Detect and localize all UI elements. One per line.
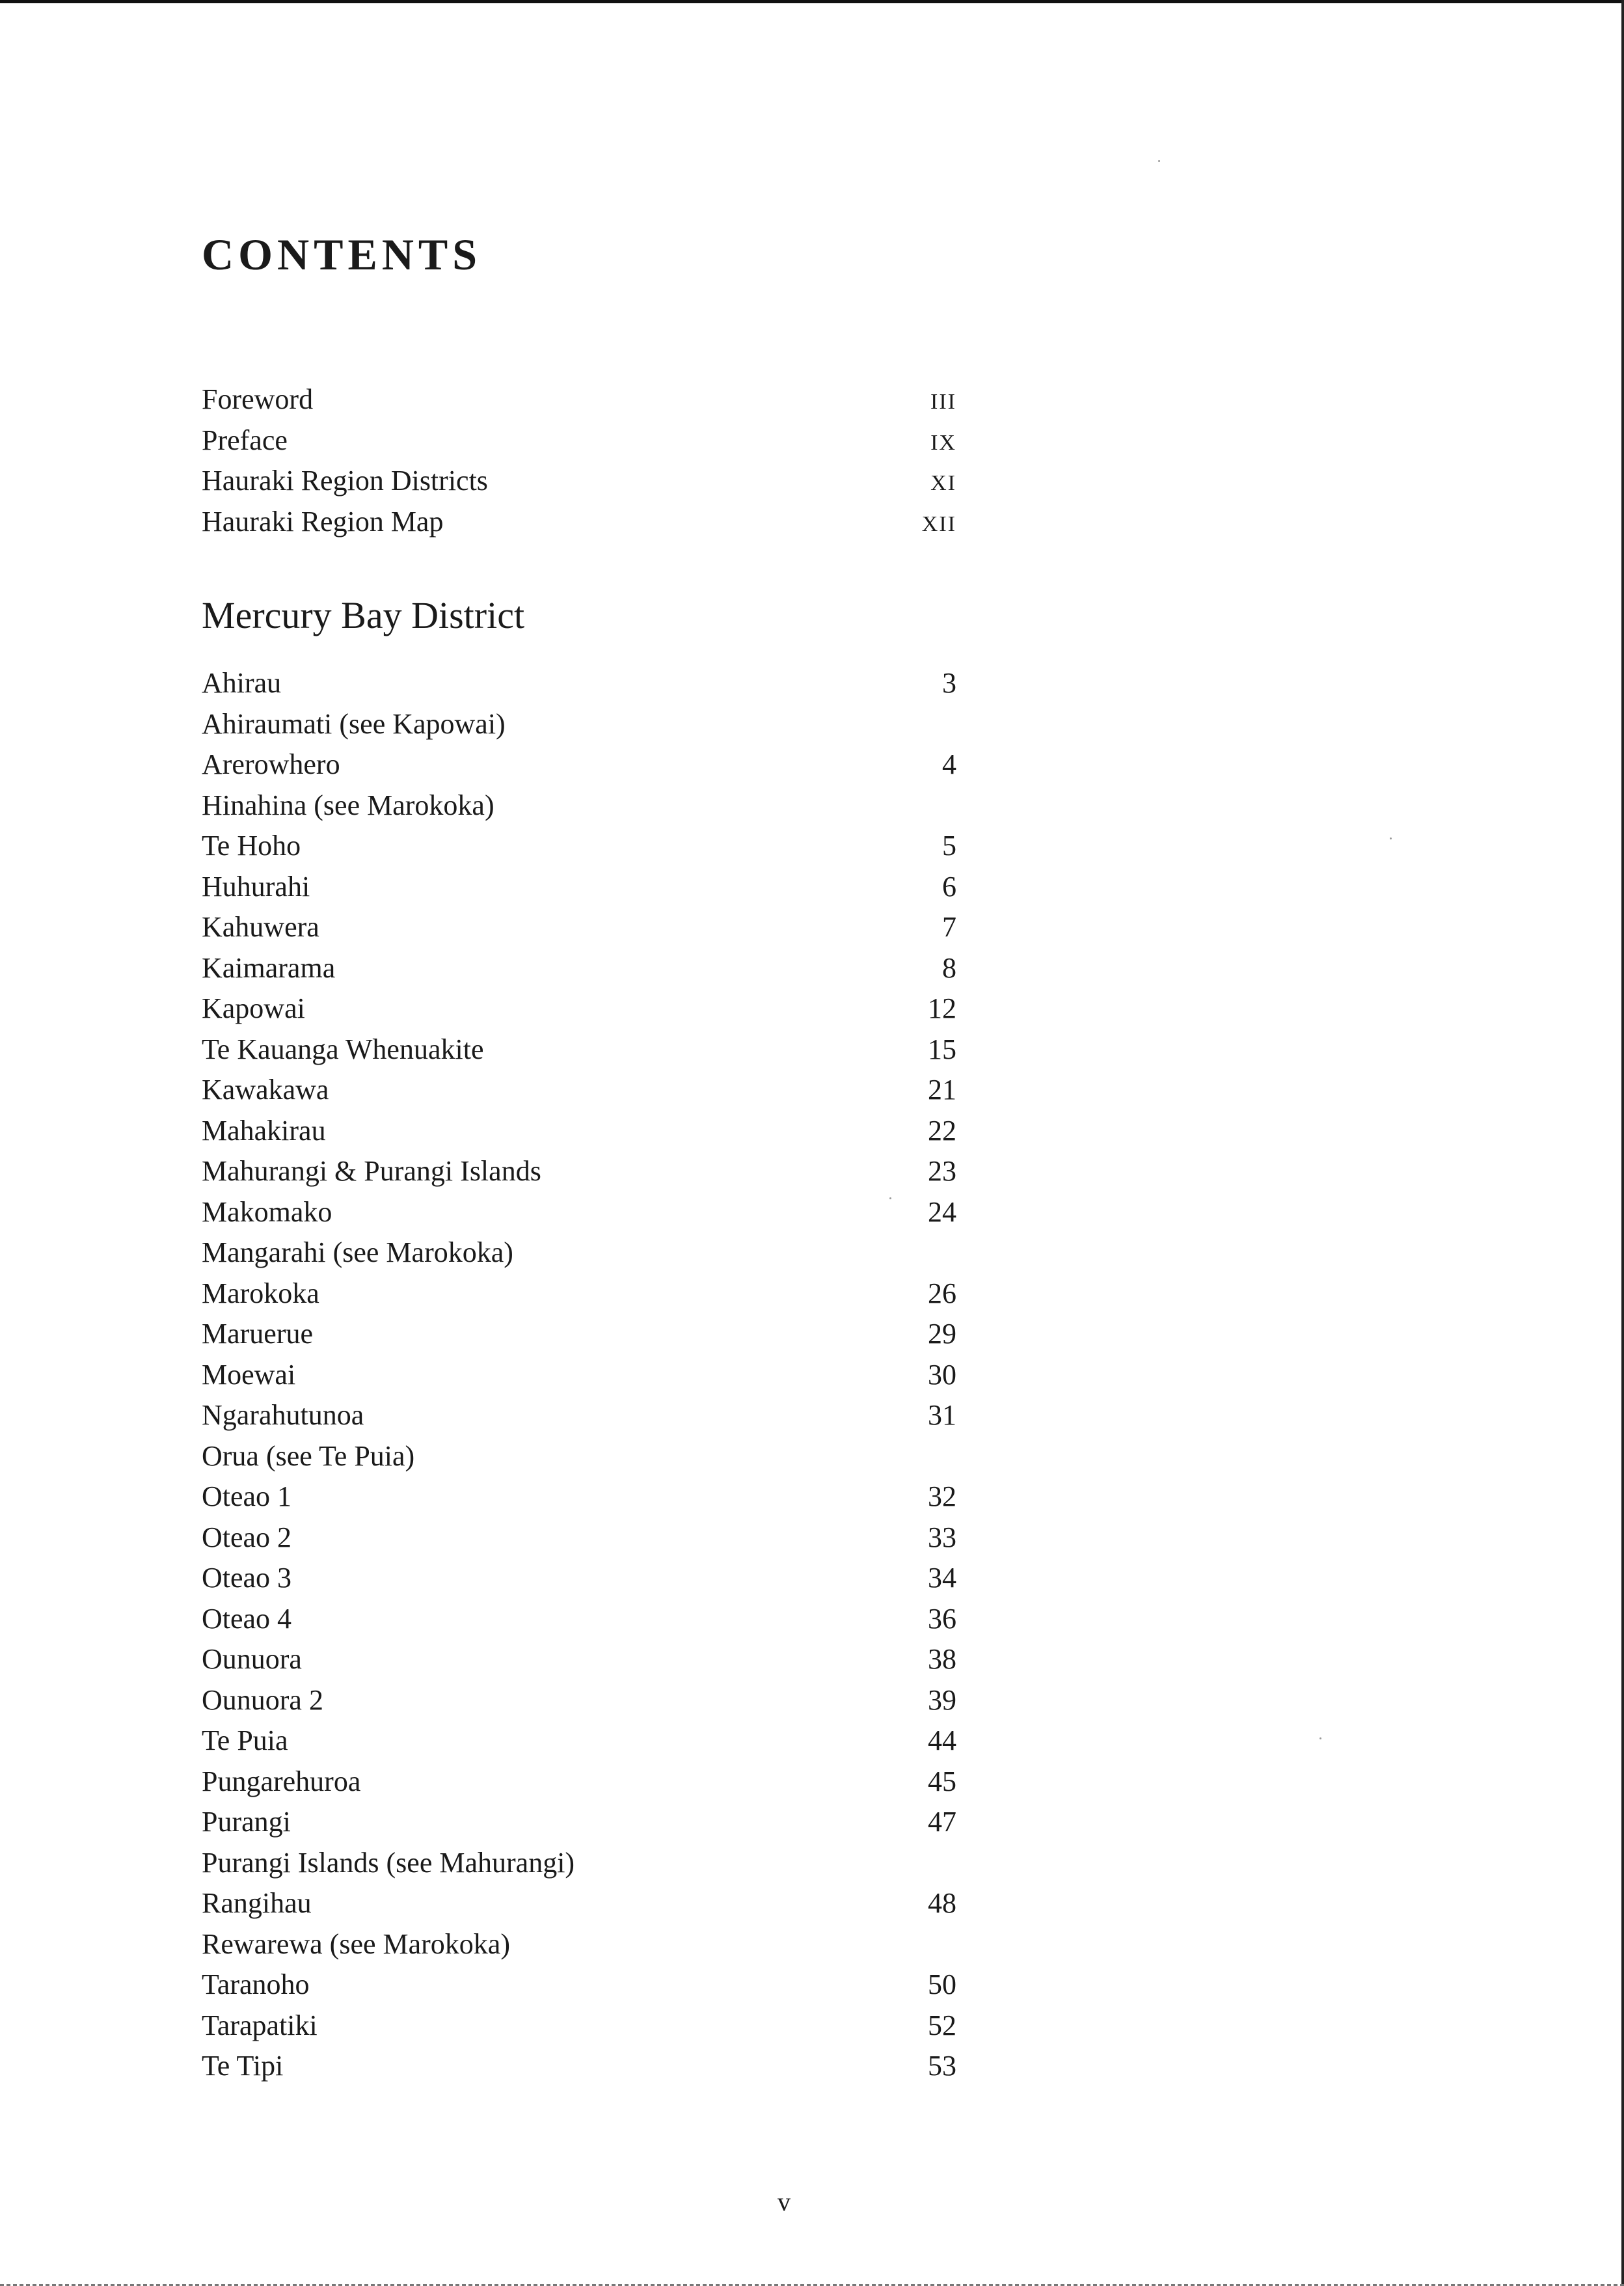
toc-entry-label: Kapowai [202, 992, 305, 1024]
toc-entry [202, 1762, 956, 1803]
toc-entry-page: 48 [928, 1887, 956, 1919]
toc-entry-page: 39 [928, 1683, 956, 1716]
toc-entry [202, 948, 956, 989]
toc-entry-page: 7 [942, 911, 956, 943]
toc-entry [202, 744, 956, 785]
toc-entry-label: Mahurangi & Purangi Islands [202, 1155, 541, 1187]
toc-entry-page: 53 [928, 2050, 956, 2082]
toc-entry-label: Arerowhero [202, 748, 340, 780]
toc-entry [202, 1436, 956, 1477]
toc-entry-label: Oteao 4 [202, 1602, 292, 1635]
toc-entry-page: 38 [928, 1643, 956, 1675]
toc-entry-label: Te Puia [202, 1724, 288, 1756]
toc-entry-label: Ounuora [202, 1643, 302, 1675]
toc-entry-label: Oteao 3 [202, 1562, 292, 1594]
toc-entry [202, 379, 956, 420]
district-entry-list [202, 663, 956, 2087]
scan-speck [1390, 837, 1392, 839]
toc-entry-label: Kawakawa [202, 1074, 329, 1106]
toc-entry-page: 31 [928, 1399, 956, 1431]
toc-entry [202, 1070, 956, 1111]
toc-entry-page: 23 [928, 1155, 956, 1187]
scan-edge-top [0, 0, 1624, 3]
toc-entry-page: 50 [928, 1968, 956, 2000]
toc-entry-label: Foreword [202, 383, 314, 415]
toc-entry-label: Purangi [202, 1806, 291, 1838]
toc-entry-label: Rangihau [202, 1887, 312, 1919]
toc-entry-label: Ounuora 2 [202, 1683, 323, 1716]
toc-entry-page: 34 [928, 1562, 956, 1594]
toc-entry [202, 1111, 956, 1152]
toc-entry-page: 12 [928, 992, 956, 1024]
toc-entry [202, 420, 956, 461]
toc-entry-page: 3 [942, 667, 956, 699]
page-number: v [778, 2187, 791, 2216]
toc-entry-page: III [930, 390, 956, 414]
toc-entry-label: Rewarewa (see Marokoka) [202, 1927, 510, 1960]
toc-entry-page: 8 [942, 951, 956, 984]
toc-entry [202, 907, 956, 948]
toc-entry [202, 1355, 956, 1396]
toc-entry-page: XI [930, 471, 956, 495]
toc-entry [202, 1314, 956, 1355]
toc-entry [202, 1843, 956, 1884]
toc-entry-label: Ngarahutunoa [202, 1399, 364, 1431]
toc-entry-label: Marokoka [202, 1277, 319, 1309]
toc-entry [202, 461, 956, 502]
toc-entry-page: IX [930, 430, 956, 455]
toc-entry-label: Mangarahi (see Marokoka) [202, 1236, 513, 1268]
page-title: CONTENTS [202, 230, 482, 279]
toc-entry [202, 1639, 956, 1680]
scan-edge-right [1621, 0, 1624, 2286]
toc-entry-page: 47 [928, 1806, 956, 1838]
toc-entry-page: 15 [928, 1033, 956, 1065]
toc-entry [202, 988, 956, 1029]
toc-entry-label: Pungarehuroa [202, 1765, 361, 1797]
toc-entry-label: Makomako [202, 1195, 332, 1228]
toc-entry-label: Orua (see Te Puia) [202, 1439, 415, 1472]
toc-entry [202, 1517, 956, 1558]
toc-entry-label: Maruerue [202, 1318, 314, 1350]
toc-entry [202, 2006, 956, 2047]
toc-entry-page: 32 [928, 1480, 956, 1512]
toc-entry-label: Hinahina (see Marokoka) [202, 789, 494, 821]
toc-entry-page: 4 [942, 748, 956, 780]
toc-entry [202, 1273, 956, 1314]
toc-entry [202, 1965, 956, 2006]
toc-entry [202, 1883, 956, 1924]
toc-entry [202, 2046, 956, 2087]
toc-entry-label: Moewai [202, 1358, 296, 1391]
toc-entry-page: 52 [928, 2009, 956, 2041]
toc-entry-label: Ahirau [202, 667, 282, 699]
toc-entry-label: Mahakirau [202, 1114, 326, 1147]
toc-entry-label: Oteao 1 [202, 1480, 292, 1512]
toc-entry-page: 21 [928, 1074, 956, 1106]
toc-entry-page: 5 [942, 830, 956, 862]
toc-entry [202, 1476, 956, 1517]
toc-entry-label: Kaimarama [202, 951, 336, 984]
toc-entry [202, 1680, 956, 1721]
toc-entry-label: Ahiraumati (see Kapowai) [202, 707, 506, 740]
toc-entry-label: Preface [202, 424, 288, 456]
toc-entry [202, 1232, 956, 1273]
toc-entry-page: 26 [928, 1277, 956, 1309]
toc-entry [202, 1599, 956, 1640]
toc-entry-label: Kahuwera [202, 911, 319, 943]
toc-entry-label: Tarapatiki [202, 2009, 318, 2041]
scan-speck [1158, 160, 1160, 162]
toc-entry-page: 33 [928, 1521, 956, 1553]
front-matter-list [202, 379, 956, 542]
toc-entry [202, 1924, 956, 1965]
toc-entry-page: 22 [928, 1114, 956, 1147]
toc-entry-page: 6 [942, 870, 956, 903]
toc-entry [202, 1151, 956, 1192]
district-heading: Mercury Bay District [202, 594, 525, 636]
toc-entry-page: XII [921, 511, 956, 536]
toc-entry [202, 1029, 956, 1070]
toc-entry-page: 29 [928, 1318, 956, 1350]
toc-entry-page: 45 [928, 1765, 956, 1797]
toc-entry-page: 44 [928, 1724, 956, 1756]
toc-entry-label: Te Tipi [202, 2050, 284, 2082]
toc-entry [202, 502, 956, 543]
toc-entry [202, 1192, 956, 1233]
toc-entry [202, 1802, 956, 1843]
toc-entry [202, 704, 956, 745]
toc-entry-label: Purangi Islands (see Mahurangi) [202, 1846, 575, 1879]
toc-entry [202, 867, 956, 908]
toc-entry-page: 30 [928, 1358, 956, 1391]
toc-entry-label: Taranoho [202, 1968, 310, 2000]
toc-entry-label: Huhurahi [202, 870, 310, 903]
toc-entry [202, 1721, 956, 1762]
toc-entry [202, 826, 956, 867]
toc-entry [202, 785, 956, 826]
toc-entry-page: 24 [928, 1195, 956, 1228]
toc-entry-label: Te Kauanga Whenuakite [202, 1033, 484, 1065]
toc-entry-label: Hauraki Region Districts [202, 465, 488, 497]
toc-entry-label: Te Hoho [202, 830, 301, 862]
scan-speck [1320, 1737, 1321, 1739]
toc-entry-label: Hauraki Region Map [202, 505, 444, 537]
toc-entry-label: Oteao 2 [202, 1521, 292, 1553]
toc-entry [202, 1558, 956, 1599]
toc-entry [202, 1395, 956, 1436]
toc-entry-page: 36 [928, 1602, 956, 1635]
toc-entry [202, 663, 956, 704]
